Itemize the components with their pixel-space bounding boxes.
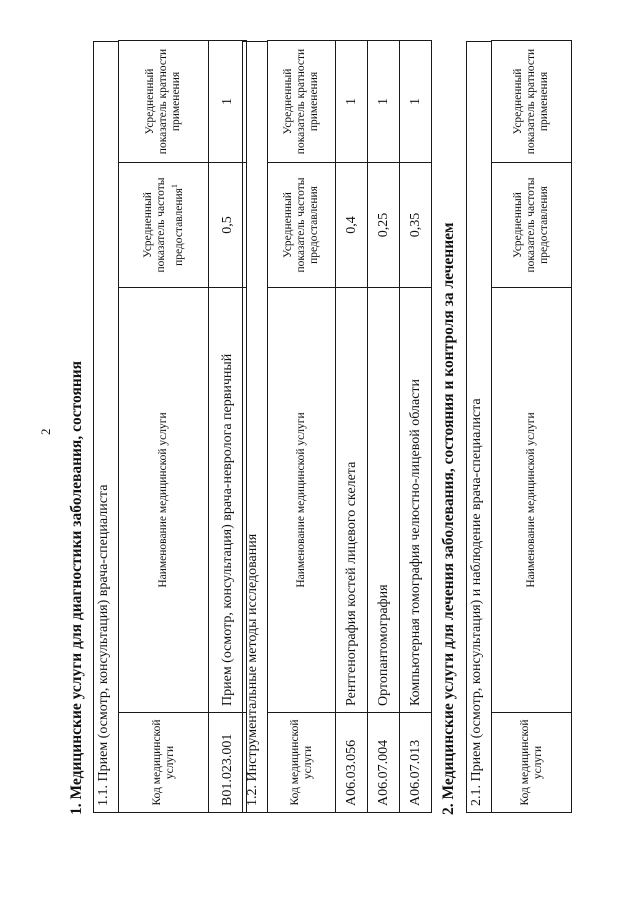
frequency-value: 0,35 [400,163,432,288]
service-code: B01.023.001 [209,713,247,813]
service-name: Рентгенография костей лицевого скелета [336,288,368,713]
service-code: A06.07.013 [400,713,432,813]
service-name: Ортопантомография [368,288,400,713]
subsection-1-1-title: 1.1. Прием (осмотр, консультация) врача-специалиста [96,484,111,806]
header-name: Наименование медицинской услуги [268,288,336,713]
table-2-1 [491,40,572,813]
subsection-1-2-caption [242,41,267,813]
section-1-title: 1. Медицинские услуги для диагностики заболевания, состояния [68,360,85,815]
header-multiplicity: Усредненный показатель кратности применения [492,41,572,163]
subsection-2-1-caption [466,41,491,813]
header-frequency: Усредненный показатель частоты предоставления [492,163,572,288]
header-code: Код медицинской услуги [268,713,336,813]
multiplicity-value: 1 [400,41,432,163]
table-row [368,41,400,813]
table-1-1 [118,40,247,813]
frequency-value: 0,4 [336,163,368,288]
multiplicity-value: 1 [368,41,400,163]
table-header-row [268,41,336,813]
subsection-2-1-title: 2.1. Прием (осмотр, консультация) и наблюдение врача-специалиста [469,398,484,806]
service-code: A06.07.004 [368,713,400,813]
table-header-row [492,41,572,813]
footnote-mark: 1 [169,184,179,189]
subsection-1-1-caption [93,41,118,813]
multiplicity-value: 1 [336,41,368,163]
header-name: Наименование медицинской услуги [119,288,209,713]
service-name: Прием (осмотр, консультация) врача-невролога первичный [209,288,247,713]
table-row [336,41,368,813]
service-name: Компьютерная томография челюстно-лицевой области [400,288,432,713]
header-name: Наименование медицинской услуги [492,288,572,713]
service-code: A06.03.056 [336,713,368,813]
section-2-title: 2. Медицинские услуги для лечения заболевания, состояния и контроля за лечением [440,222,457,815]
header-frequency: Усредненный показатель частоты предоставления [268,163,336,288]
header-code: Код медицинской услуги [492,713,572,813]
header-code: Код медицинской услуги [119,713,209,813]
subsection-1-2-title: 1.2. Инструментальные методы исследования [245,533,260,806]
header-frequency: Усредненный показатель частоты предоставления$^1$ [119,163,209,288]
table-header-row [119,41,209,813]
frequency-value: 0,5 [209,163,247,288]
table-row [400,41,432,813]
multiplicity-value: 1 [209,41,247,163]
header-multiplicity: Усредненный показатель кратности применения [119,41,209,163]
page-number: 2 [38,428,53,435]
frequency-value: 0,25 [368,163,400,288]
header-multiplicity: Усредненный показатель кратности применения [268,41,336,163]
table-1-2 [267,40,432,813]
table-row [209,41,247,813]
